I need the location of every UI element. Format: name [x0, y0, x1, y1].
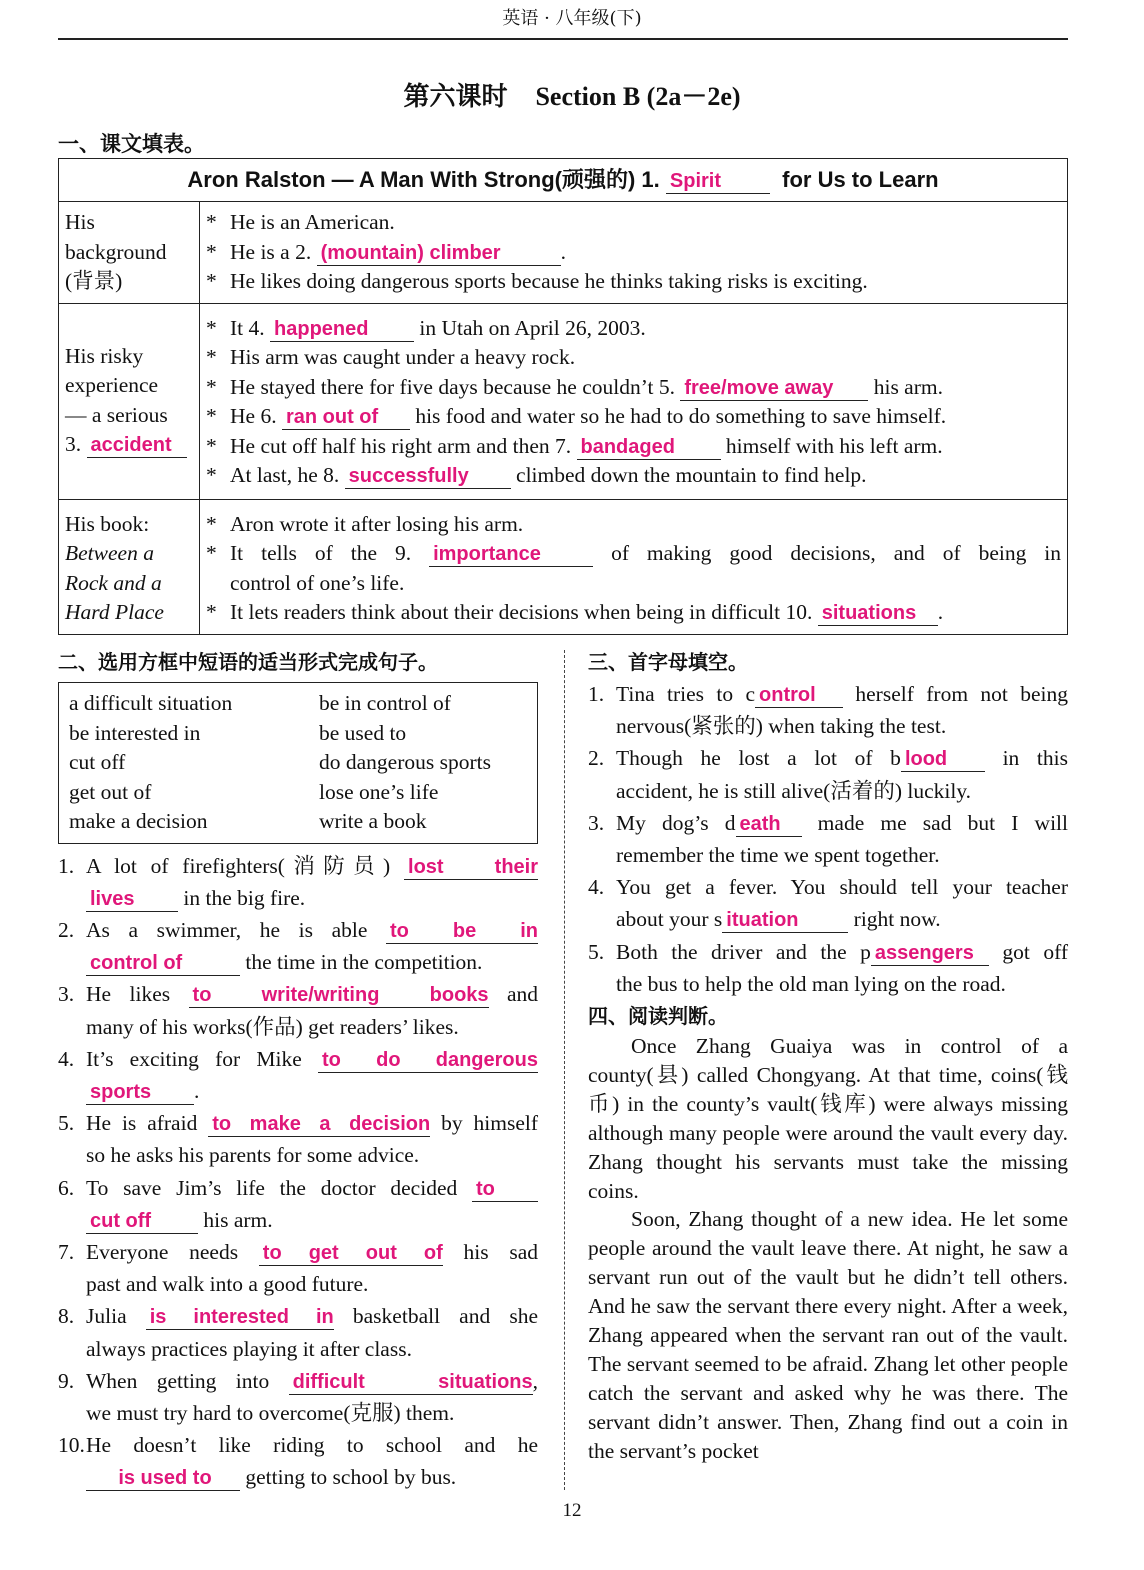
- phrase: cut off: [69, 750, 126, 774]
- phrase: do dangerous sports: [319, 750, 491, 774]
- page-title: [0, 76, 1144, 113]
- book-content: * Aron wrote it after losing his arm. * It tells of the 9. importance of making good decisions, and of being in control of one’s life. * It lets readers think about their decisions when being in difficult 10. situations .: [200, 499, 1068, 634]
- answer-4: happened: [274, 317, 369, 340]
- phrase: write a book: [319, 809, 427, 833]
- phrase-box: [58, 682, 538, 844]
- question: 8. Julia is interested in basketball and she always practices playing it after class.: [58, 1304, 539, 1361]
- question: 1. A lot of firefighters(消防员) lost their lives in the big fire.: [58, 853, 539, 910]
- answer-6: ran out of: [285, 406, 379, 428]
- question: 3. My dog’s d eath made me sad but I will remember the time we spent together.: [588, 810, 1068, 868]
- question: 1. Tina tries to c ontrol herself from not being nervous(紧张的) when taking the test.: [588, 682, 1069, 739]
- experience-label: His risky experience — a serious 3. accident: [59, 303, 200, 499]
- answer-9: importance: [433, 543, 541, 565]
- phrase: get out of: [69, 779, 152, 804]
- running-header: 英语 · 八年级(下): [502, 8, 642, 29]
- right-column: [588, 646, 1068, 1466]
- part3-heading: 三、首字母填空。: [588, 650, 748, 674]
- phrase: be used to: [319, 720, 407, 745]
- answer-5: free/move away: [684, 376, 834, 399]
- book-label: His book: Between a Rock and a Hard Place: [59, 499, 200, 634]
- left-column: [58, 646, 538, 1494]
- reading-paragraph-1: Once Zhang Guaiya was in control of a county(县) called Chongyang. At that time, coins(钱币) in the county’s vault(钱库) were always missing although many people were around the vault every day. Zhang thought his servants must take the missing coins.: [588, 1034, 1068, 1203]
- lesson-label: 第六课时: [403, 82, 508, 112]
- question: 6. To save Jim’s life the doctor decided to cut off his arm.: [58, 1172, 538, 1236]
- answer-10: situations: [821, 602, 917, 624]
- reading-paragraph-2: Soon, Zhang thought of a new idea. He let some people around the vault leave there. At night, he saw a servant run out of the vault but he didn’t tell others. And he saw the servant there every night. After a week, Zhang appeared when the servant ran out of the vault. The servant seemed to be afraid. Zhang let other people catch the servant and asked why he was there. The servant didn’t answer. Then, Zhang find out a coin in the servant’s pocket: [588, 1207, 1068, 1463]
- column-divider: [564, 650, 565, 1490]
- question: 5. Both the driver and the p assengers got off the bus to help the old man lying on the road.: [588, 939, 1068, 996]
- phrase: a difficult situation: [69, 691, 233, 715]
- phrase: lose one’s life: [319, 779, 439, 804]
- header-rule: [58, 38, 1068, 40]
- answer-3: accident: [90, 434, 172, 456]
- question: 4. You get a fever. You should tell your teacher about your s ituation right now.: [588, 875, 1068, 932]
- answer-2: (mountain) climber: [320, 241, 501, 264]
- section-label: Section B (2a－2e): [535, 82, 741, 111]
- background-label: His background (背景): [59, 202, 200, 304]
- page-number: 12: [562, 1500, 582, 1521]
- part2-heading: 二、选用方框中短语的适当形式完成句子。: [58, 650, 438, 674]
- part4-heading: 四、阅读判断。: [588, 1004, 728, 1029]
- question: 9. When getting into difficult situations, we must try hard to overcome(克服) them.: [58, 1368, 538, 1425]
- phrase: be interested in: [69, 720, 201, 745]
- background-content: * He is an American. * He is a 2. (mountain) climber . * He likes doing dangerous sports because he thinks taking risks is exciting.: [200, 202, 1068, 304]
- phrase: make a decision: [69, 809, 208, 833]
- part1-heading: 一、课文填表。: [58, 132, 205, 156]
- phrase: be in control of: [319, 691, 451, 715]
- summary-table: [58, 158, 1068, 635]
- question: 4. It’s exciting for Mike to do dangerous sports .: [58, 1046, 538, 1103]
- answer-8: successfully: [348, 465, 469, 487]
- question: 3. He likes to write/writing books and many of his works(作品) get readers’ likes.: [58, 982, 538, 1039]
- question: 2. Though he lost a lot of b lood in this accident, he is still alive(活着的) luckily.: [588, 746, 1068, 803]
- question: 5. He is afraid to make a decision by himself so he asks his parents for some advice.: [58, 1111, 538, 1168]
- question: 2. As a swimmer, he is able to be in control of the time in the competition.: [58, 917, 538, 975]
- answer-7: bandaged: [580, 435, 675, 458]
- question: 10. He doesn’t like riding to school and he is used to getting to school by bus.: [58, 1433, 538, 1490]
- experience-content: * It 4. happened in Utah on April 26, 2003. * His arm was caught under a heavy rock. * He stayed there for five days because he couldn’t 5. free/move away his arm. * He 6. ran out of his food and water so he had to do something to save himself. * He cut off half his right arm and then 7. bandaged himself with his left arm. * At last, he 8. successfully climbed down the mountain to find help.: [200, 303, 1068, 499]
- table-title: Aron Ralston — A Man With Strong(顽强的) 1. Spirit for Us to Learn: [59, 159, 1068, 202]
- question: 7. Everyone needs to get out of his sad past and walk into a good future.: [58, 1239, 539, 1297]
- answer-1: Spirit: [669, 170, 722, 192]
